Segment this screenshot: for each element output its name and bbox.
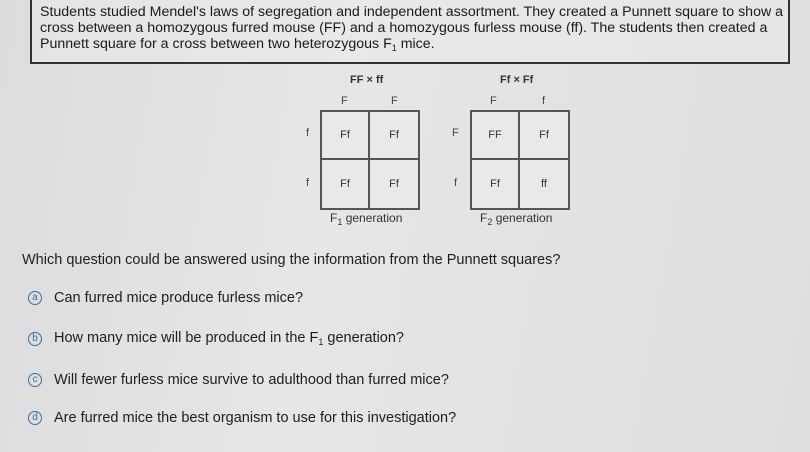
option-text: Are furred mice the best organism to use for this investigation?	[54, 410, 457, 426]
option-letter-badge: c	[28, 373, 42, 387]
intro-line-3	[40, 36, 780, 56]
punnett-cell: FF	[472, 112, 520, 160]
option-text	[54, 330, 404, 347]
gen-2-letter: F	[480, 211, 488, 225]
option-text: Will fewer furless mice survive to adulthood than furred mice?	[54, 372, 449, 388]
generation-label-1	[330, 211, 402, 227]
punnett-cell: Ff	[472, 160, 520, 208]
answer-option-a[interactable]	[28, 290, 303, 306]
cross-label-1: FF × ff	[350, 74, 384, 86]
allele-col-2: f	[542, 95, 546, 107]
option-letter-badge: b	[28, 332, 42, 346]
punnett-cell: ff	[541, 178, 547, 190]
option-b-text: How many mice will be produced in the F	[54, 330, 319, 346]
intro-line-3-text: Punnett square for a cross between two heterozygous F	[40, 36, 392, 52]
allele-col-1: F	[490, 95, 497, 107]
option-b-sub: 1	[318, 337, 324, 347]
punnett-grid-1	[320, 110, 420, 210]
option-b-end: generation?	[323, 330, 404, 346]
punnett-cell: Ff	[370, 112, 418, 160]
gen-1-sub: 1	[337, 217, 343, 227]
question-text: Which question could be answered using the information from the Punnett squares?	[22, 252, 561, 268]
gen-2-sub: 2	[487, 217, 493, 227]
punnett-cell: Ff	[389, 178, 399, 190]
option-letter-badge: d	[28, 411, 42, 425]
answer-option-b[interactable]	[28, 330, 404, 347]
intro-line-3-sub: 1	[391, 43, 397, 53]
intro-line-3-end: mice.	[396, 36, 435, 52]
allele-row-1: f	[306, 127, 310, 139]
cross-label-2: Ff × Ff	[500, 74, 534, 86]
allele-row-2: f	[306, 177, 310, 189]
gen-1-text: generation	[342, 211, 403, 225]
intro-line-1: Students studied Mendel's laws of segregation and independent assortment. They created a Punnett square to show a	[40, 4, 784, 20]
allele-col-2: F	[391, 95, 398, 107]
answer-option-c[interactable]	[28, 372, 449, 388]
intro-passage	[30, 0, 790, 64]
option-letter-badge: a	[28, 291, 42, 305]
intro-line-2: cross between a homozygous furred mouse (FF) and a homozygous furless mouse (ff). The students then created a	[40, 20, 768, 36]
gen-1-letter: F	[330, 211, 338, 225]
answer-option-d[interactable]	[28, 410, 456, 426]
option-text: Can furred mice produce furless mice?	[54, 290, 304, 306]
allele-col-1: F	[341, 95, 348, 107]
gen-2-text: generation	[492, 211, 553, 225]
punnett-grid-2	[470, 110, 570, 210]
generation-label-2	[480, 211, 552, 227]
punnett-cell: Ff	[322, 160, 370, 208]
punnett-cell: Ff	[322, 112, 370, 160]
allele-row-2: f	[454, 177, 458, 189]
allele-row-1: F	[452, 127, 459, 139]
punnett-cell: Ff	[520, 112, 568, 160]
